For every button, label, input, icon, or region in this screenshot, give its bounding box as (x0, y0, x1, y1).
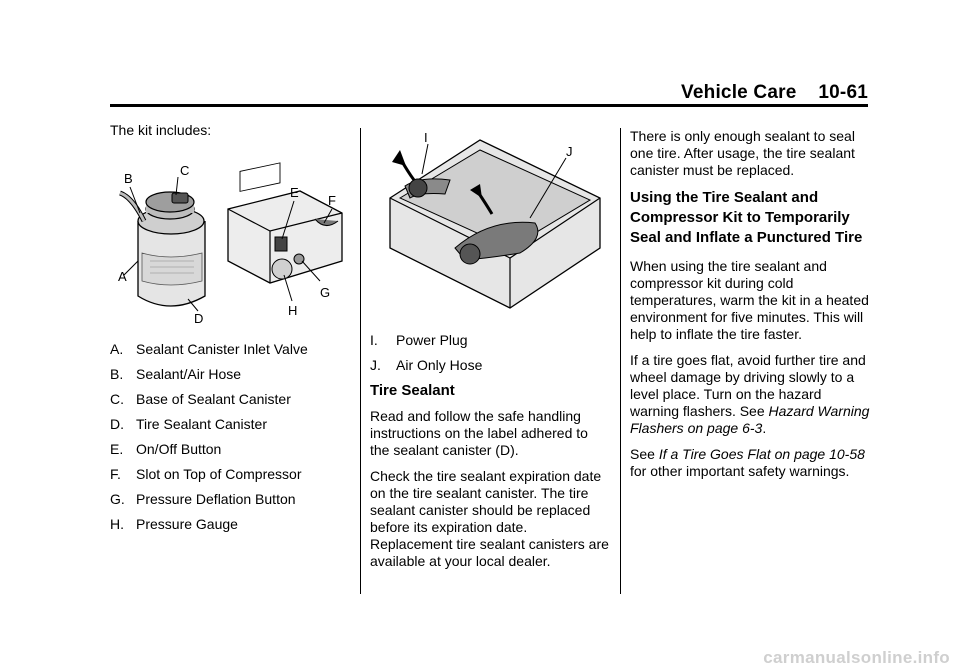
compressor-illustration (370, 128, 610, 318)
sealant-usage-para: There is only enough sealant to seal one tire. After usage, the tire sealant canister must be replaced. (630, 128, 855, 178)
header-section: Vehicle Care (681, 82, 797, 103)
page-header (110, 82, 868, 104)
header-page-number: 10-61 (818, 82, 868, 103)
flat-tire-para: If a tire goes flat, avoid further tire and wheel damage by driving slowly to a level place. Turn on the hazard warning flashers. See Hazard Warning Flashers on page 6-3. (630, 352, 870, 436)
figure-label-i: I (424, 130, 428, 145)
figure-label-f: F (328, 193, 336, 208)
list-item: J. Air Only Hose (370, 357, 483, 373)
column-divider-1 (360, 128, 361, 594)
tire-sealant-para-1: Read and follow the safe handling instructions on the label adhered to the sealant canister (D). (370, 408, 588, 458)
kit-illustration (110, 151, 350, 323)
compressor-figure (370, 128, 610, 322)
sealant-canister-drawing (120, 192, 205, 306)
using-kit-heading: Using the Tire Sealant and Compressor Kit to Temporarily Seal and Inflate a Punctured Tire (630, 189, 863, 246)
watermark: carmanualsonline.info (763, 648, 950, 667)
see-also-para: See If a Tire Goes Flat on page 10-58 for other important safety warnings. (630, 446, 865, 479)
figure-label-a: A (118, 269, 127, 284)
column-divider-2 (620, 128, 621, 594)
list-item: D. Tire Sealant Canister (110, 416, 267, 432)
column-2 (370, 128, 610, 579)
figure-label-g: G (320, 285, 331, 300)
header-title (681, 82, 868, 104)
compressor-parts-list (370, 332, 610, 374)
tire-sealant-para-2: Check the tire sealant expiration date on the tire sealant canister. The tire sealant canister should be replaced before its expiration date. Replacement tire sealant canisters are available at your local dealer. (370, 468, 609, 569)
figure-label-j: J (566, 144, 573, 159)
figure-label-h: H (288, 303, 298, 318)
column-3 (630, 128, 870, 489)
tire-flat-link[interactable]: If a Tire Goes Flat on page 10-58 (658, 446, 865, 462)
figure-label-d: D (194, 311, 204, 323)
list-item: B. Sealant/Air Hose (110, 366, 242, 382)
tire-sealant-heading: Tire Sealant (370, 382, 455, 399)
list-item: G. Pressure Deflation Button (110, 491, 296, 507)
cold-temperature-para: When using the tire sealant and compressor kit during cold temperatures, warm the kit in a heated environment for five minutes. This will help to inflate the tire faster. (630, 258, 869, 342)
list-item: I. Power Plug (370, 332, 468, 348)
list-item: A. Sealant Canister Inlet Valve (110, 341, 308, 357)
list-item: H. Pressure Gauge (110, 516, 238, 532)
header-rule (110, 104, 868, 107)
kit-intro: The kit includes: (110, 122, 212, 138)
figure-label-c: C (180, 163, 190, 178)
column-1 (110, 122, 350, 541)
compressor-drawing (228, 163, 342, 283)
figure-label-b: B (124, 171, 133, 186)
kit-figure (110, 151, 350, 327)
list-item: F. Slot on Top of Compressor (110, 466, 302, 482)
list-item: C. Base of Sealant Canister (110, 391, 291, 407)
hazard-flashers-link[interactable]: Hazard Warning Flashers on page 6-3 (630, 403, 870, 436)
list-item: E. On/Off Button (110, 441, 222, 457)
figure-label-e: E (290, 185, 299, 200)
kit-parts-list (110, 341, 350, 533)
